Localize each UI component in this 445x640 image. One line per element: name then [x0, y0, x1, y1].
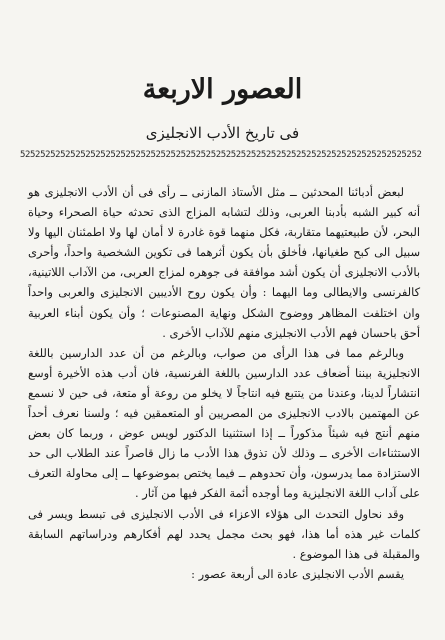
- paragraph: وبالرغم مما فى هذا الرأى من صواب، وبالرغم من أن عدد الدارسين باللغة الانجليزية بيننا أضعاف عدد الدارسين باللغة الفرنسية، فان أدب هذه الأخيرة أوسع انتشاراً لدينا، وعندنا من يتتبع فيه انتاجاً لا يخلو من روعة أو متعة، فى حين لا نسمع عن المهتمين بالادب الانجليزى من المصريين أو المتعمقين فيه ؛ ولسنا نعرف أحداً منهم أنتج فيه شيئاً مذكوراً ــ إذا استثنينا الدكتور لويس عوض ، وربما كان بعض الاستثناءات الأخرى ــ وذلك لأن تذوق هذا الأدب ما زال قاصراً عند الطلاب الى حد الاستزادة مما يدرسون، وأن تحدوهم ــ فيما يختص بموضوعها ــ إلى محاولة التعرف على آداب اللغة الانجليزية وما أوجده أئمة الفكر فيها من آثار .: [28, 345, 420, 501]
- paragraph: لبعض أدبائنا المحدثين ــ مثل الأستاذ المازنى ــ رأى فى أن الأدب الانجليزى هو أنه كبير الشبه بأدبنا العربى، وذلك لتشابه المزاج الذى تحدثه حياة الصحراء وحياة البحر، لأن طبيعتيهما متقاربة، فكل منهما قوة غادرة لا أمان لها ولا اطمئنان اليها ولا سبيل الى كبح طغيانها، فأخلق بأن يكون أثرهما فى تكوين الشخصية واحداً، وأحرى بالأدب الانجليزى أن يكون أشد موافقة فى جوهره لمزاج العربى، من الآداب اللاتينية، كالفرنسى والايطالى وما اليهما : وأن يكون روح الأديبين الانجليزى والعربى واحداً وان اختلفت المظاهر ووضوح الشكل ونهاية المصنوعات ؛ وأن يكون أبناء العربية أحق باحسان فهم الأدب الانجليزى منهم للآداب الأخرى .: [28, 185, 420, 340]
- paragraph: يقسم الأدب الانجليزى عادة الى أربعة عصور :: [191, 566, 404, 581]
- body-text: [28, 182, 420, 584]
- paragraph: وقد نحاول التحدث الى هؤلاء الاعزاء فى الأدب الانجليزى فى تبسط ويسر فى كلمات غير هذه أما هذا، فهو بحث مجمل يحدد لهم أفكارهم ودراساتهم السابقة والمقبلة فى هذا الموضوع .: [28, 506, 420, 561]
- page-subtitle: فى تاريخ الأدب الانجليزى: [145, 124, 300, 142]
- decorative-border: 52525252525252525252525252525252525252525252525252525252525252525252525252525252: [20, 150, 422, 160]
- page-title: العصور الاربعة: [142, 74, 303, 105]
